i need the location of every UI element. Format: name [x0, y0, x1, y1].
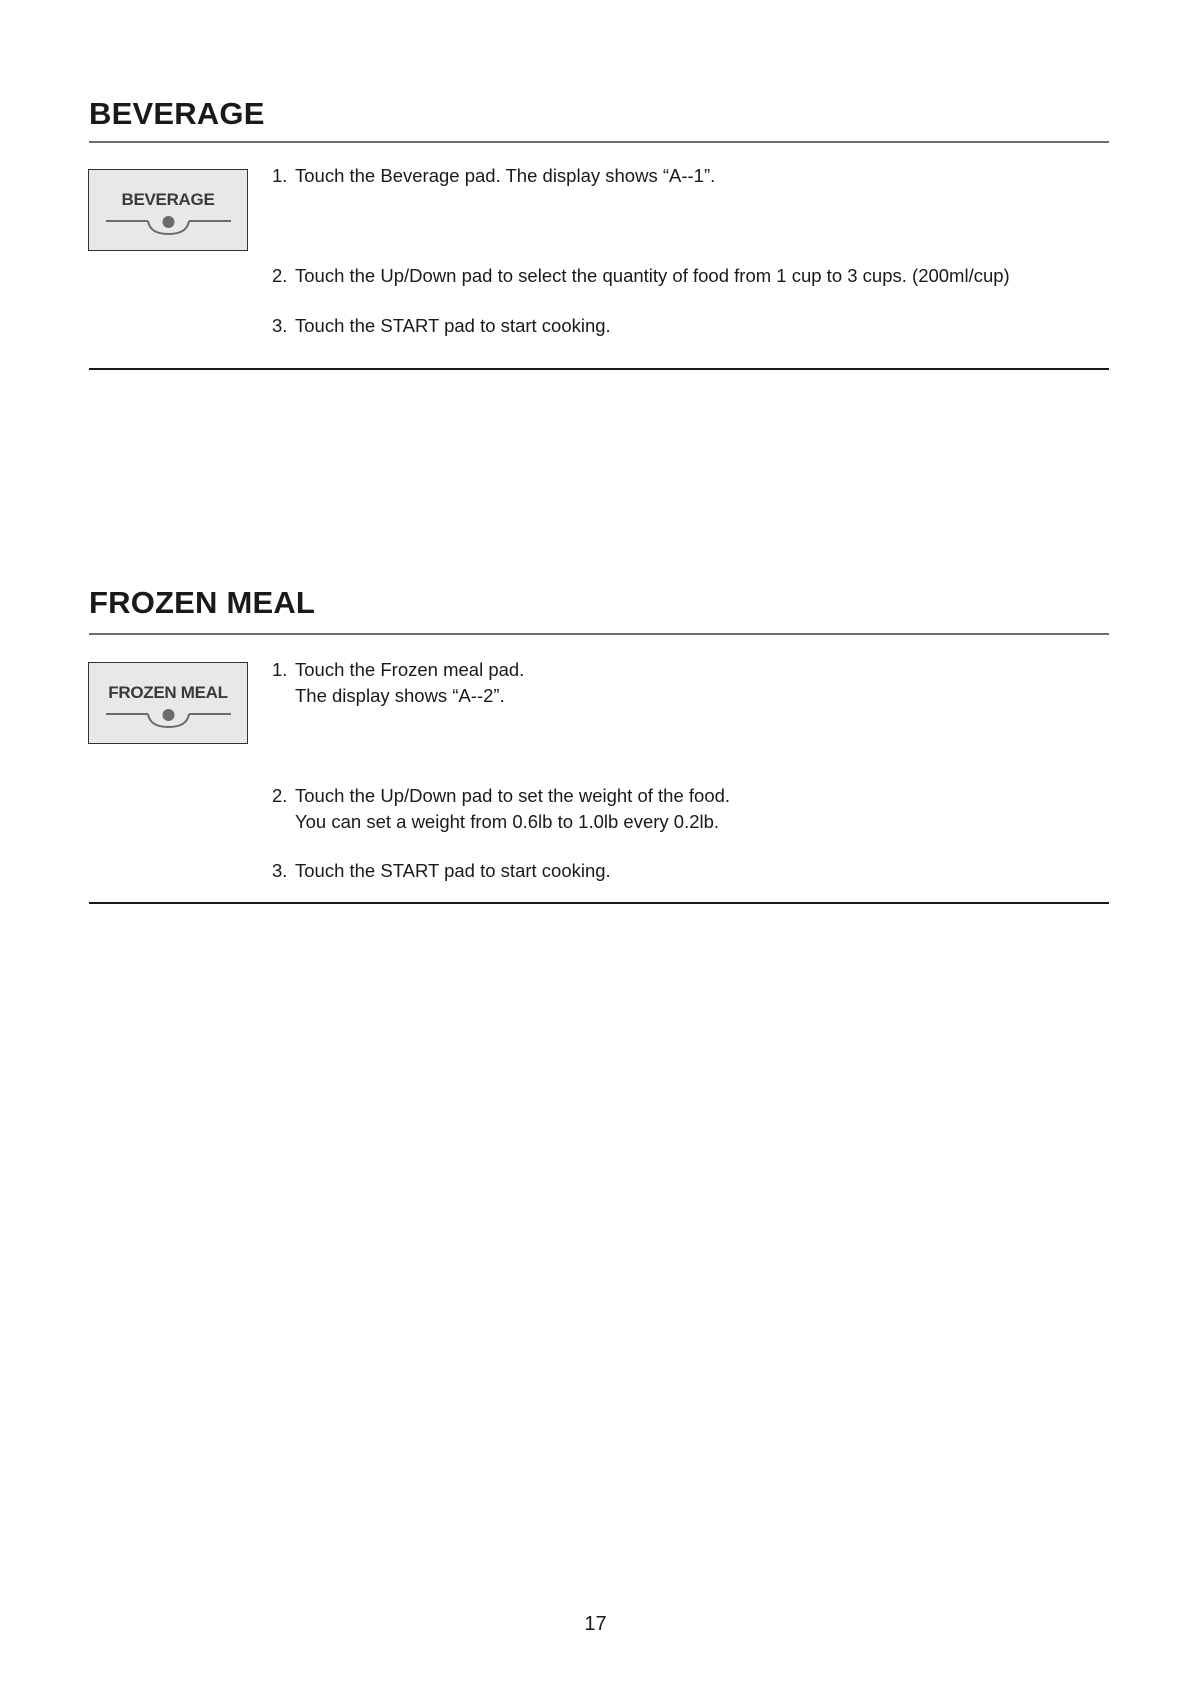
pad-label: FROZEN MEAL [108, 683, 228, 702]
step-number: 1. [272, 659, 288, 680]
page-number: 17 [584, 1613, 607, 1635]
step-number: 2. [272, 785, 288, 806]
step-item [272, 313, 611, 339]
step-text: Touch the Up/Down pad to select the quantity of food from 1 cup to 3 cups. (200ml/cup) [295, 265, 1010, 286]
button-indicator-icon [106, 214, 231, 238]
section-end-rule [89, 368, 1109, 370]
section-divider [89, 633, 1109, 635]
step-item [272, 783, 730, 835]
step-text: Touch the START pad to start cooking. [295, 860, 611, 881]
step-item [272, 657, 524, 709]
section-title-beverage: BEVERAGE [89, 96, 265, 131]
step-text: Touch the Up/Down pad to set the weight of the food. [295, 785, 731, 806]
button-indicator-icon [106, 707, 231, 731]
pad-label: BEVERAGE [121, 190, 215, 209]
step-text: Touch the START pad to start cooking. [295, 315, 611, 336]
step-number: 3. [272, 860, 288, 881]
section-end-rule [89, 902, 1109, 904]
step-text-continuation: You can set a weight from 0.6lb to 1.0lb every 0.2lb. [295, 811, 720, 832]
step-number: 2. [272, 265, 288, 286]
step-number: 1. [272, 165, 288, 186]
step-item [272, 858, 611, 884]
beverage-pad [88, 169, 248, 251]
section-title-frozen-meal: FROZEN MEAL [89, 585, 316, 620]
step-text: Touch the Frozen meal pad. [295, 659, 525, 680]
frozen-meal-pad [88, 662, 248, 744]
section-divider [89, 141, 1109, 143]
step-item [272, 263, 1010, 289]
step-item [272, 163, 715, 189]
step-text: Touch the Beverage pad. The display shows “A--1”. [295, 165, 716, 186]
step-text-continuation: The display shows “A--2”. [295, 685, 505, 706]
step-number: 3. [272, 315, 288, 336]
